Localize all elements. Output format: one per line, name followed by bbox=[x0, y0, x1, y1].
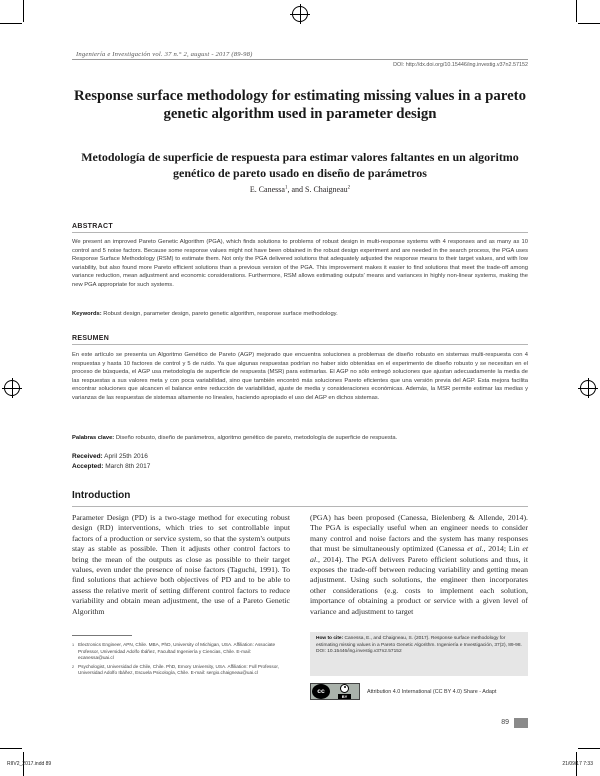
page-number-block bbox=[490, 717, 528, 728]
resumen-keywords bbox=[72, 434, 528, 443]
author-first-mark: 1 bbox=[284, 185, 288, 191]
how-to-cite-box bbox=[310, 632, 528, 676]
print-slug-file: RIIV2_2017.indd 89 bbox=[7, 761, 52, 767]
authors-line bbox=[72, 185, 528, 194]
intro-right-part3: , 2014). The PGA delivers Pareto efficient solutions and thus, it exposes the trade-off between reducing variability and getting mean adjustment. Using such solutions, the engineer then incorporates other considerations (e.g. costs to implement each solution, importance of obtaining a product or service with a given level of variance and adjustment to target bbox=[310, 554, 528, 616]
introduction-heading: Introduction bbox=[72, 490, 131, 501]
how-to-cite-text: Canessa, E., and Chaigneau, S. (2017). Response surface methodology for estimating missing values in a Pareto Genetic Algorithm. Ingeniería e Investigación, 37(2), 89-98. bbox=[316, 636, 522, 648]
crop-mark-bl-h bbox=[0, 748, 22, 749]
author-second: S. Chaigneau bbox=[305, 185, 348, 194]
abstract-keywords bbox=[72, 310, 528, 319]
crop-mark-tr-h bbox=[578, 23, 600, 24]
resumen-text: En este artículo se presenta un Algoritmo Genético de Pareto (AGP) mejorado que encuentra soluciones a problemas de diseño robusto en sistemas multi-respuesta con 4 respuestas y hasta 10 factores de control y 5 de ruido. Ya que algunas respuestas podrían no haber sido obtenidas en el experimento de diseño robusto y se necesitan en el proceso de búsqueda, el AGP usa metodología de superficie de respuesta (MSR) para estimarlas. El AGP no sólo entregó soluciones que ajustan adecuadamente la media de las respuestas a sus valores meta y con poca variabilidad, sino que también encontró más soluciones Pareto eficientes que una versión previa del AGP. Esta mejora facilita encontrar soluciones que alcancen el balance entre reducción de variabilidad, ajuste de media y consideraciones económicas. Además, la MSR permite estimar las medias y varianzas de las respuestas de sistemas altamente no lineales, haciendo apropiado el uso del AGP en dichos sistemas. bbox=[72, 352, 528, 401]
footnote-1-mark: 1 bbox=[72, 643, 75, 647]
abstract-divider bbox=[72, 232, 528, 233]
title-english: Response surface methodology for estimating missing values in a pareto genetic algorithm used in parameter design bbox=[74, 88, 526, 122]
footnote-1-text: Electronics Engineer, APN, Chile. MBA, PhD, University of Michigan, USA. Affiliation: Associate Professor, Universidad Adolfo Ibáñez, Facultad Ingeniería y Ciencias, Chile. E-mail: ecanessa@uai.cl bbox=[78, 642, 276, 661]
resumen-heading: RESUMEN bbox=[72, 335, 110, 342]
intro-right-part2: , 2014; Lin bbox=[483, 544, 523, 554]
page-number-tab bbox=[514, 718, 528, 728]
intro-column-left: Parameter Design (PD) is a two-stage method for executing robust design (RD) interventions, which tries to set controllable input factors of a production or service system, so that the system's outputs stay as stable as possible. Then it adjusts other control factors to bring the mean of the outputs as close as possible to their target values, even under the presence of noise factors (Taguchi, 1991). To find solutions that achieve both objectives of PD and to be able to assess the relative merit of setting different control factors to reduce variability and obtain mean adjustment, the use of a Pareto Genetic Algorithm bbox=[72, 513, 290, 616]
crop-mark-tr-v bbox=[576, 0, 577, 22]
crop-mark-tl-v bbox=[23, 0, 24, 22]
attribution-person-icon bbox=[340, 684, 349, 693]
resumen-divider bbox=[72, 344, 528, 345]
cc-by-badge[interactable] bbox=[310, 683, 360, 700]
received-value: April 25th 2016 bbox=[104, 453, 148, 460]
intro-right-part1: (PGA) has been proposed (Canessa, Bielenberg & Allende, 2014). The PGA is especially useful when an engineer needs to consider many control and noise factors and the system has many responses that must be simultaneously optimized (Canessa bbox=[310, 513, 528, 554]
intro-column-right bbox=[310, 513, 528, 617]
author-separator: , and bbox=[287, 185, 305, 194]
palabras-clave-label: Palabras clave: bbox=[72, 435, 115, 441]
how-to-cite-doi[interactable]: DOI: 10.15446/ing.investig.v37n2.57152 bbox=[316, 649, 402, 655]
keywords-text: Robust design, parameter design, pareto genetic algorithm, response surface methodology. bbox=[103, 311, 338, 317]
author-second-mark: 2 bbox=[347, 185, 351, 191]
creative-commons-icon: cc bbox=[312, 684, 330, 699]
abstract-text: We present an improved Pareto Genetic Algorithm (PGA), which finds solutions to problems of robust design in multi-response systems with 4 responses and as many as 10 control and 5 noise factors. Because some response values might not have been obtained in the robust design experiment and are needed in the search process, the PGA uses Response Surface Methodology (RSM) to estimate them. Not only the PGA delivered solutions that adequately adjusted the response means to their target values, and with low variability, but also found more Pareto efficient solutions than a previous version of the PGA. This improvement makes it easier to find solutions that meet the trade-off among variance reduction, mean adjustment and economic considerations. Furthermore, RSM allows estimating outputs' means and variances in highly non-linear systems, making the new PGA appropriate for such systems. bbox=[72, 239, 528, 288]
introduction-divider bbox=[72, 506, 528, 507]
print-slug-date: 21/09/17 7:33 bbox=[562, 761, 593, 767]
journal-header: Ingeniería e Investigación vol. 37 n.° 2, august - 2017 (89-98) bbox=[76, 51, 253, 58]
received-label: Received: bbox=[72, 453, 103, 460]
author-first: E. Canessa bbox=[249, 185, 285, 194]
header-divider bbox=[72, 59, 528, 60]
page-number: 89 bbox=[501, 719, 509, 726]
footnote-divider bbox=[72, 635, 132, 636]
how-to-cite-label: How to cite: bbox=[316, 636, 344, 641]
received-date bbox=[72, 452, 150, 462]
crop-mark-tl-h bbox=[0, 23, 22, 24]
accepted-date bbox=[72, 462, 150, 472]
palabras-clave-text: Diseño robusto, diseño de parámetros, algoritmo genético de pareto, metodología de superficie de respuesta. bbox=[115, 435, 398, 441]
keywords-label: Keywords: bbox=[72, 311, 102, 317]
attribution-part bbox=[330, 684, 359, 699]
registration-mark-left-icon bbox=[4, 380, 20, 396]
footnote-2-mark: 2 bbox=[72, 664, 75, 669]
footnotes bbox=[72, 642, 287, 679]
intro-right-etal2: et al. bbox=[310, 544, 528, 564]
intro-right-etal1: et al. bbox=[467, 544, 484, 554]
footnote-2-text: Psychologist, Universidad de Chile, Chile. PhD, Emory University, USA. Affiliation: Full Professor, Universidad Adolfo Ibáñez, Escuela Psicología, Chile. E-mail: sergio.chaigneau@uai.cl bbox=[78, 663, 279, 676]
by-label: BY bbox=[338, 694, 352, 699]
license-text: Attribution 4.0 International (CC BY 4.0) Share - Adapt bbox=[367, 689, 497, 695]
footnote-1 bbox=[72, 642, 287, 662]
title-spanish: Metodología de superficie de respuesta para estimar valores faltantes en un algoritmo genético de pareto usado en diseño de parámetros bbox=[81, 150, 519, 180]
footnote-2 bbox=[72, 664, 287, 677]
abstract-heading: ABSTRACT bbox=[72, 223, 113, 230]
registration-mark-top-icon bbox=[292, 6, 308, 22]
crop-mark-br-h bbox=[578, 748, 600, 749]
doi-link[interactable]: DOI: http://dx.doi.org/10.15446/ing.investig.v37n2.57152 bbox=[393, 62, 528, 68]
registration-mark-right-icon bbox=[580, 380, 596, 396]
accepted-label: Accepted: bbox=[72, 463, 104, 470]
accepted-value: March 8th 2017 bbox=[105, 463, 151, 470]
article-dates bbox=[72, 452, 150, 472]
